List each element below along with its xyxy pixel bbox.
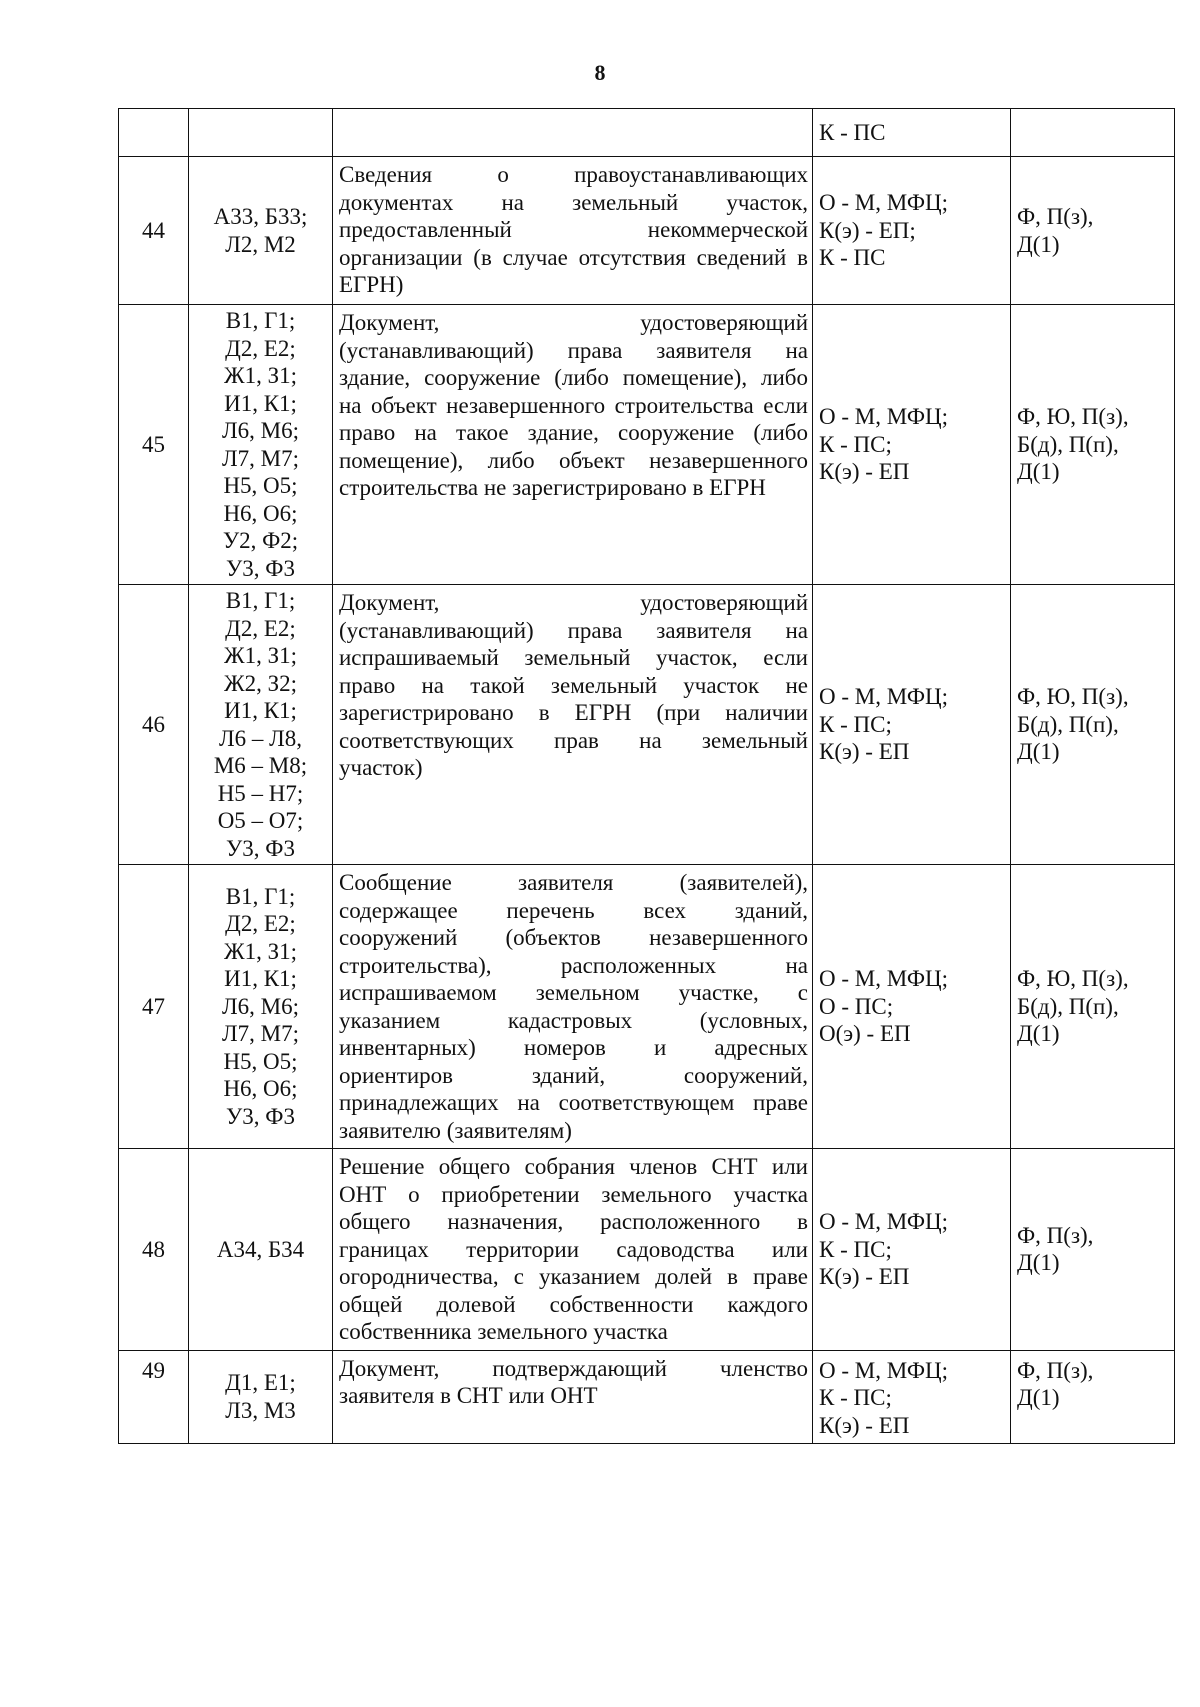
description-line: указанием кадастровых (условных,	[339, 1007, 808, 1033]
code-line: Ж1, З1;	[223, 363, 298, 388]
code-line: Ж1, З1;	[223, 643, 298, 668]
form-line: Д(1)	[1017, 1385, 1060, 1410]
description-line: границах территории садоводства или	[339, 1236, 808, 1262]
code-line: Ж1, З1;	[223, 938, 298, 964]
cell-form	[1011, 1350, 1175, 1443]
description-line: Документ, подтверждающий членство	[339, 1355, 808, 1381]
cell-recipient	[813, 305, 1011, 585]
form-line: Б(д), П(п),	[1017, 711, 1119, 737]
recipient-line: О - М, МФЦ;	[819, 684, 949, 710]
code-line: Д2, Е2;	[225, 911, 296, 937]
description-line: принадлежащих на соответствующем праве	[339, 1090, 808, 1115]
code-line: В1, Г1;	[225, 883, 296, 909]
recipient-line: К - ПС;	[819, 431, 892, 457]
cell-num	[119, 157, 189, 305]
description-line: участок)	[339, 755, 423, 780]
recipient-line: О - М, МФЦ;	[819, 966, 949, 992]
row-number: 46	[142, 711, 165, 737]
table-row	[119, 585, 1175, 865]
code-line: Л6, М6;	[222, 418, 299, 443]
description-line: Решение общего собрания членов СНТ или	[339, 1154, 808, 1179]
cell-description	[333, 1350, 813, 1443]
description-line: (устанавливающий) права заявителя на	[339, 337, 808, 363]
cell-description	[333, 865, 813, 1149]
description-line: Документ, удостоверяющий	[339, 310, 808, 335]
cell-form	[1011, 157, 1175, 305]
cell-codes	[189, 1350, 333, 1443]
form-line: Ф, Ю, П(з),	[1017, 966, 1129, 992]
code-line: О5 – О7;	[217, 808, 304, 833]
form-line: Д(1)	[1017, 739, 1060, 765]
code-line: Л6, М6;	[222, 993, 299, 1019]
cell-form	[1011, 585, 1175, 865]
description-line: заявителю (заявителям)	[339, 1117, 572, 1143]
page-number: 8	[594, 60, 606, 85]
cell-recipient	[813, 1149, 1011, 1351]
table-row	[119, 305, 1175, 585]
recipient-line: К - ПС;	[819, 1385, 892, 1410]
code-line: Л3, М3	[225, 1397, 296, 1423]
code-line: Д2, Е2;	[225, 615, 296, 641]
recipient-line: К(э) - ЕП	[819, 1264, 910, 1289]
row-number: 47	[142, 993, 165, 1019]
table-row-continuation	[119, 109, 1175, 157]
row-number: 44	[142, 217, 165, 243]
description-line: здание, сооружение (либо помещение), либо	[339, 365, 808, 390]
code-line: В1, Г1;	[225, 588, 296, 613]
description-line: предоставленный некоммерческой	[339, 217, 808, 242]
cell-codes	[189, 865, 333, 1149]
description-line: ориентиров зданий, сооружений,	[339, 1062, 808, 1088]
description-line: Сведения о правоустанавливающих	[339, 162, 808, 187]
cell-recipient	[813, 109, 1011, 157]
form-line: Ф, Ю, П(з),	[1017, 404, 1129, 430]
code-line: Н5 – Н7;	[217, 780, 304, 806]
description-line: общего назначения, расположенного в	[339, 1209, 808, 1234]
recipient-line: К - ПС;	[819, 711, 892, 737]
code-line: Ж2, З2;	[223, 670, 298, 696]
code-line: У3, Ф3	[226, 555, 295, 581]
table-row	[119, 1149, 1175, 1351]
recipient-line: К - ПС	[819, 245, 886, 271]
form-line: Ф, Ю, П(з),	[1017, 684, 1129, 710]
row-number: 45	[142, 431, 165, 457]
description-line: право на такой земельный участок не	[339, 672, 808, 698]
table-row	[119, 865, 1175, 1149]
recipient-line: О - ПС;	[819, 993, 894, 1019]
recipient-line: К(э) - ЕП	[819, 459, 910, 485]
cell-num	[119, 305, 189, 585]
row-number: 48	[142, 1236, 165, 1262]
recipient-line: К(э) - ЕП	[819, 1412, 910, 1438]
form-line: Б(д), П(п),	[1017, 431, 1119, 457]
code-line: У3, Ф3	[226, 835, 295, 861]
requirements-table	[118, 108, 1175, 1444]
recipient-line: О - М, МФЦ;	[819, 404, 949, 430]
recipient-line: О(э) - ЕП	[819, 1021, 911, 1047]
cell-form	[1011, 1149, 1175, 1351]
cell-num	[119, 585, 189, 865]
code-line: И1, К1;	[224, 966, 297, 992]
code-line: У2, Ф2;	[222, 528, 299, 553]
cell-codes	[189, 1149, 333, 1351]
cell-codes	[189, 305, 333, 585]
code-line: Н5, О5;	[223, 473, 298, 498]
cell-recipient	[813, 1350, 1011, 1443]
cell-recipient	[813, 157, 1011, 305]
cell-description	[333, 109, 813, 157]
form-line: Б(д), П(п),	[1017, 993, 1119, 1019]
cell-num	[119, 1149, 189, 1351]
cell-description	[333, 1149, 813, 1351]
cell-form	[1011, 305, 1175, 585]
recipient-line: К - ПС;	[819, 1236, 892, 1262]
description-line: документах на земельный участок,	[339, 189, 808, 215]
description-line: зарегистрировано в ЕГРН (при наличии	[339, 700, 808, 725]
description-line: Документ, удостоверяющий	[339, 590, 808, 615]
form-line: Д(1)	[1017, 1250, 1060, 1276]
description-line: Сообщение заявителя (заявителей),	[339, 870, 808, 895]
cell-description	[333, 585, 813, 865]
code-line: А34, Б34	[216, 1236, 305, 1262]
description-line: общей долевой собственности каждого	[339, 1291, 808, 1317]
cell-description	[333, 157, 813, 305]
code-line: Л6 – Л8,	[219, 725, 302, 751]
code-line: И1, К1;	[224, 698, 297, 723]
form-line: Д(1)	[1017, 231, 1060, 257]
description-line: (устанавливающий) права заявителя на	[339, 617, 808, 643]
description-line: строительства не зарегистрировано в ЕГРН	[339, 475, 766, 500]
description-line: ЕГРН)	[339, 272, 404, 297]
form-line: Ф, П(з),	[1017, 1357, 1094, 1383]
code-line: А33, Б33;	[213, 204, 308, 229]
cell-form	[1011, 109, 1175, 157]
form-line: Д(1)	[1017, 459, 1060, 485]
cell-recipient	[813, 585, 1011, 865]
description-line: право на такое здание, сооружение (либо	[339, 420, 808, 445]
description-line: на объект незавершенного строительства если	[339, 392, 808, 418]
code-line: Д2, Е2;	[225, 335, 296, 361]
table-row	[119, 157, 1175, 305]
code-line: И1, К1;	[224, 390, 297, 416]
recipient-line: О - М, МФЦ;	[819, 1357, 949, 1383]
description-line: соответствующих прав на земельный	[339, 727, 808, 753]
code-line: Н6, О6;	[223, 1076, 298, 1102]
recipient-line: О - М, МФЦ;	[819, 190, 949, 216]
code-line: Н5, О5;	[223, 1048, 298, 1074]
description-line: сооружений (объектов незавершенного	[339, 925, 808, 950]
cell-recipient	[813, 865, 1011, 1149]
code-line: Д1, Е1;	[225, 1370, 296, 1395]
description-line: заявителя в СНТ или ОНТ	[339, 1383, 598, 1408]
code-line: М6 – М8;	[213, 753, 308, 778]
description-line: организации (в случае отсутствия сведений в	[339, 244, 808, 270]
description-line: строительства), расположенных на	[339, 952, 808, 978]
table-row	[119, 1350, 1175, 1443]
cell-num	[119, 109, 189, 157]
code-line: Л7, М7;	[222, 1021, 299, 1047]
cell-description	[333, 305, 813, 585]
description-line: огородничества, с указанием долей в праве	[339, 1264, 808, 1289]
recipient-line: К(э) - ЕП	[819, 739, 910, 765]
cell-codes	[189, 109, 333, 157]
recipient-line: О - М, МФЦ;	[819, 1209, 949, 1234]
recipient-line: К(э) - ЕП;	[819, 217, 916, 243]
code-line: В1, Г1;	[225, 308, 296, 333]
description-line: инвентарных) номеров и адресных	[339, 1035, 808, 1060]
code-line: Л2, М2	[225, 231, 296, 257]
code-line: Л7, М7;	[222, 445, 299, 471]
form-line: Д(1)	[1017, 1021, 1060, 1047]
code-line: У3, Ф3	[226, 1103, 295, 1129]
description-line: помещение), либо объект незавершенного	[339, 447, 808, 473]
description-line: ОНТ о приобретении земельного участка	[339, 1181, 808, 1207]
row-number: 49	[142, 1357, 165, 1383]
cell-num	[119, 1350, 189, 1443]
description-line: собственника земельного участка	[339, 1319, 668, 1344]
form-line: Ф, П(з),	[1017, 1222, 1094, 1248]
cell-codes	[189, 157, 333, 305]
cell-form	[1011, 865, 1175, 1149]
description-line: испрашиваемом земельном участке, с	[339, 980, 808, 1005]
form-line: Ф, П(з),	[1017, 204, 1094, 229]
description-line: испрашиваемый земельный участок, если	[339, 645, 808, 670]
recipient-text: К - ПС	[819, 119, 886, 145]
cell-codes	[189, 585, 333, 865]
cell-num	[119, 865, 189, 1149]
code-line: Н6, О6;	[223, 500, 298, 526]
description-line: содержащее перечень всех зданий,	[339, 897, 808, 923]
